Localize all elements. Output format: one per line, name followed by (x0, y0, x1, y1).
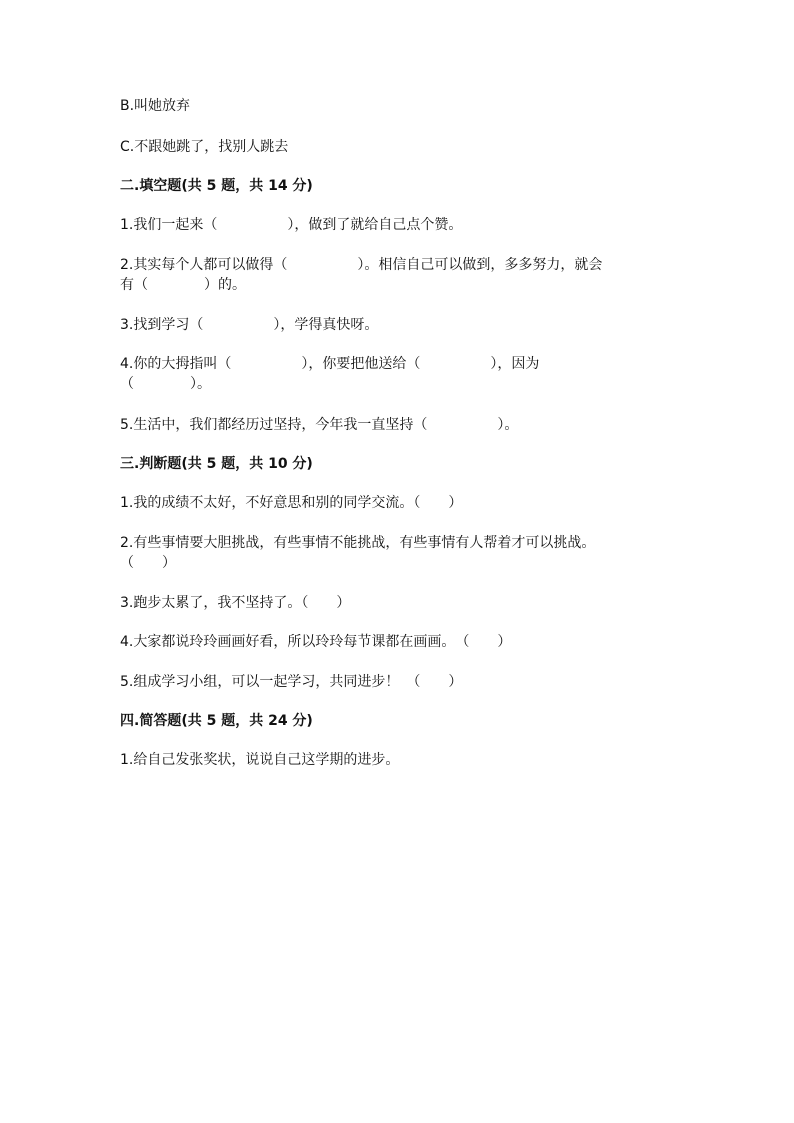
judge-question-4: 4.大家都说玲玲画画好看，所以玲玲每节课都在画画。 （ ） (120, 634, 512, 650)
section-title-true-false: 三.判断题(共 5 题，共 10 分) (120, 456, 313, 472)
fill-question-2-line-2: 有（ ）的。 (120, 277, 246, 293)
fill-question-2-line-1: 2.其实每个人都可以做得（ ）。相信自己可以做到，多多努力，就会 (120, 257, 603, 273)
section-title-fill-blank: 二.填空题(共 5 题，共 14 分) (120, 178, 313, 194)
judge-question-2-line-1: 2.有些事情要大胆挑战，有些事情不能挑战，有些事情有人帮着才可以挑战。 (120, 535, 596, 551)
judge-question-2-line-2: （ ） (120, 555, 176, 571)
short-answer-question-1: 1.给自己发张奖状，说说自己这学期的进步。 (120, 752, 400, 768)
fill-question-1: 1.我们一起来（ ），做到了就给自己点个赞。 (120, 217, 463, 233)
option-b: B.叫她放弃 (120, 98, 191, 114)
option-c: C.不跟她跳了，找别人跳去 (120, 139, 289, 155)
fill-question-5: 5.生活中，我们都经历过坚持，今年我一直坚持（ ）。 (120, 417, 519, 433)
fill-question-4-line-1: 4.你的大拇指叫（ ），你要把他送给（ ），因为 (120, 356, 540, 372)
section-title-short-answer: 四.简答题(共 5 题，共 24 分) (120, 713, 313, 729)
judge-question-5: 5.组成学习小组，可以一起学习，共同进步！ （ ） (120, 674, 463, 690)
judge-question-1: 1.我的成绩不太好，不好意思和别的同学交流。（ ） (120, 495, 463, 511)
fill-question-4-line-2: （ ）。 (120, 376, 211, 392)
fill-question-3: 3.找到学习（ ），学得真快呀。 (120, 317, 379, 333)
judge-question-3: 3.跑步太累了，我不坚持了。（ ） (120, 595, 351, 611)
